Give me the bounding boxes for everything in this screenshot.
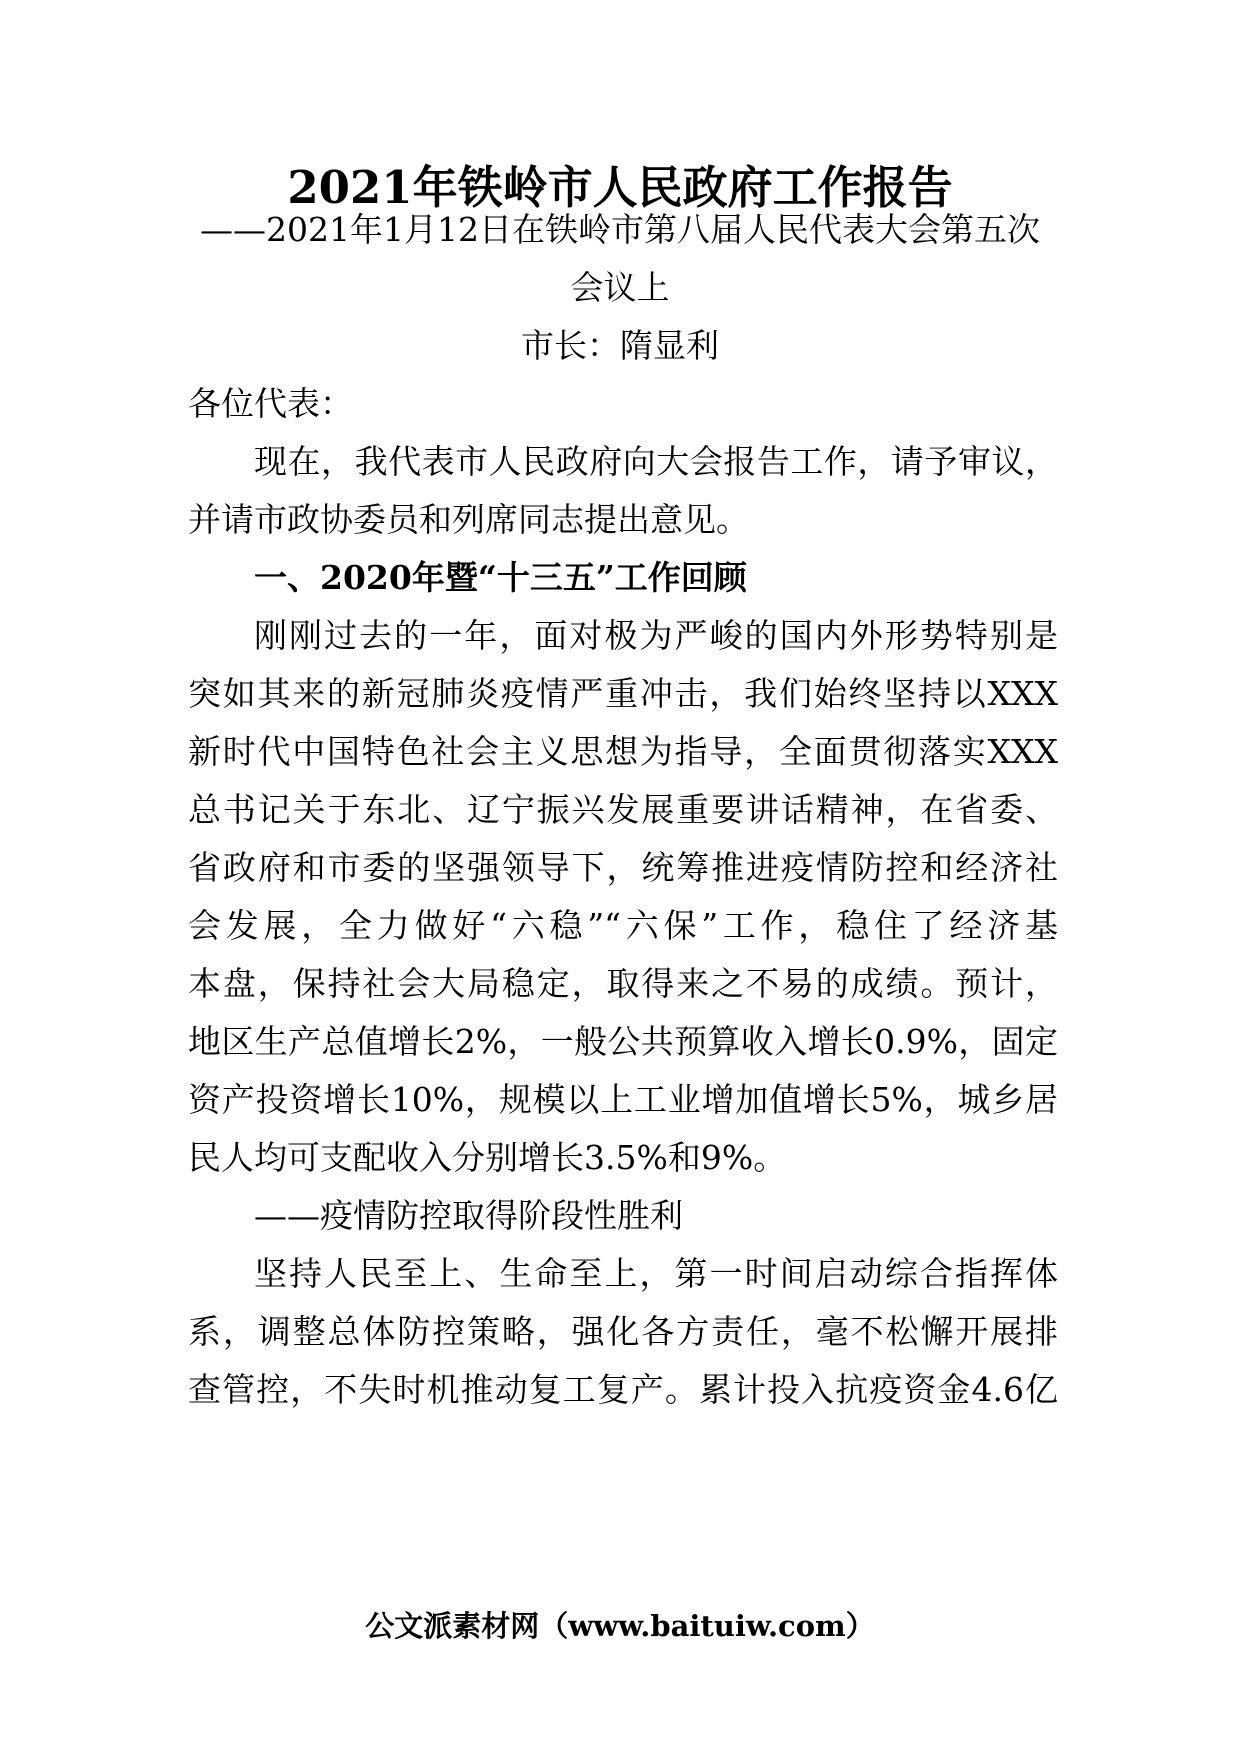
- footer-watermark: 公文派素材网（www.baituiw.com）: [365, 1609, 875, 1643]
- paragraph-line: 坚持人民至上、生命至上，第一时间启动综合指挥体: [254, 1254, 1058, 1293]
- speaker-line: 市长：隋显利: [521, 326, 719, 365]
- paragraph-line: 刚刚过去的一年，面对极为严峻的国内外形势特别是: [254, 616, 1058, 655]
- paragraph-line: 查管控，不失时机推动复工复产。累计投入抗疫资金4.6亿: [188, 1370, 1058, 1409]
- paragraph-line: 民人均可支配收入分别增长3.5%和9%。: [188, 1138, 787, 1177]
- subtitle-line-2: 会议上: [570, 268, 670, 307]
- subtitle-line-1: ——2021年1月12日在铁岭市第八届人民代表大会第五次: [200, 210, 1040, 249]
- intro-line: 现在，我代表市人民政府向大会报告工作，请予审议，: [254, 442, 1058, 481]
- paragraph-line: 总书记关于东北、辽宁振兴发展重要讲话精神，在省委、: [188, 790, 1058, 829]
- intro-line: 并请市政协委员和列席同志提出意见。: [188, 500, 749, 539]
- paragraph-line: 系，调整总体防控策略，强化各方责任，毫不松懈开展排: [188, 1312, 1058, 1351]
- subheading: ——疫情防控取得阶段性胜利: [254, 1196, 683, 1235]
- paragraph-line: 突如其来的新冠肺炎疫情严重冲击，我们始终坚持以XXX: [188, 674, 1058, 713]
- paragraph-line: 新时代中国特色社会主义思想为指导，全面贯彻落实XXX: [188, 732, 1058, 771]
- document-title: 2021年铁岭市人民政府工作报告: [287, 161, 953, 214]
- section-heading: 一、2020年暨“十三五”工作回顾: [254, 558, 747, 597]
- paragraph-line: 会发展，全力做好“六稳”“六保”工作，稳住了经济基: [188, 906, 1058, 945]
- paragraph-line: 省政府和市委的坚强领导下，统筹推进疫情防控和经济社: [188, 848, 1058, 887]
- paragraph-line: 本盘，保持社会大局稳定，取得来之不易的成绩。预计，: [188, 964, 1058, 1003]
- paragraph-line: 地区生产总值增长2%，一般公共预算收入增长0.9%，固定: [188, 1022, 1058, 1061]
- paragraph-line: 资产投资增长10%，规模以上工业增加值增长5%，城乡居: [188, 1080, 1058, 1119]
- salutation: 各位代表：: [188, 384, 353, 423]
